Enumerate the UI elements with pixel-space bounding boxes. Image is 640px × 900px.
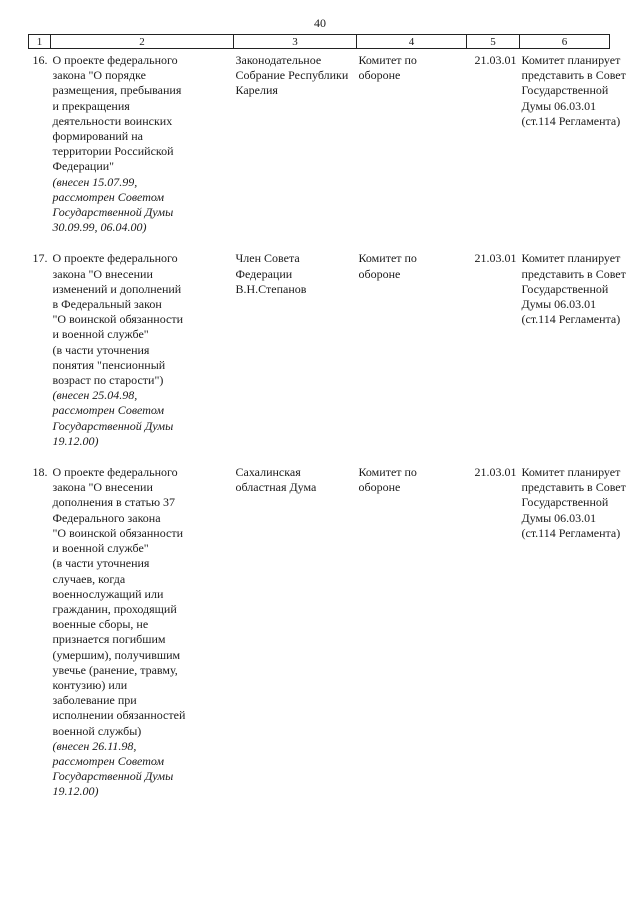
initiator-line: Федерации [235, 266, 293, 281]
initiator-line: областная Дума [235, 480, 317, 495]
bill-status-note-line: рассмотрен Советом [52, 403, 165, 418]
initiator-line: Сахалинская [235, 465, 301, 480]
bill-title-line: О проекте федерального [52, 465, 178, 480]
bill-status-note-line: (внесен 26.11.98, [52, 738, 137, 753]
plan-line: Государственной [521, 83, 609, 98]
bill-title-line: О проекте федерального [52, 53, 178, 67]
bill-status-note-line: 19.12.00) [52, 433, 99, 448]
bill-title-line: (умершим), получившим [52, 647, 181, 662]
bill-title-line: контузию) или [52, 677, 128, 692]
committee-line: обороне [358, 266, 401, 281]
bill-title-line: закона "О порядке [52, 68, 147, 83]
table-row [29, 235, 610, 449]
initiator-cell [234, 49, 357, 236]
table-header [29, 35, 610, 49]
bill-status-note-line: 30.09.99, 06.04.00) [52, 220, 147, 235]
column-header-2: 2 [51, 35, 234, 49]
initiator-line: Собрание Республики [235, 68, 349, 83]
table-body [29, 49, 626, 800]
bill-status-note-line: 19.12.00) [52, 784, 99, 799]
initiator-line: В.Н.Степанов [235, 281, 307, 296]
column-header-1: 1 [29, 35, 51, 49]
bill-title-line: (в части уточнения [52, 342, 150, 357]
bill-title-line: возраст по старости") [52, 373, 164, 388]
bill-title-line: Федерации" [52, 159, 115, 174]
plan-line: (ст.114 Регламента) [521, 525, 621, 540]
initiator-line: Законодательное [235, 53, 322, 67]
bill-title-line: военные сборы, не [52, 617, 149, 632]
committee-cell [357, 49, 467, 236]
bill-title-line: увечье (ранение, травму, [52, 662, 178, 677]
plan-line: Думы 06.03.01 [521, 297, 597, 312]
row-number: 18. [32, 465, 48, 480]
committee-cell [357, 449, 467, 799]
table-row [29, 449, 610, 799]
plan-line: Думы 06.03.01 [521, 98, 597, 113]
row-number: 16. [32, 53, 48, 67]
bill-title-cell [51, 449, 234, 799]
committee-line: Комитет по [358, 251, 417, 266]
bill-title-line: Федерального закона [52, 510, 161, 525]
committee-line: Комитет по [358, 465, 417, 480]
bill-title-line: гражданин, проходящий [52, 601, 177, 616]
bill-title-line: территории Российской [52, 144, 174, 159]
bill-status-note-line: рассмотрен Советом [52, 753, 165, 768]
plan-cell [520, 449, 626, 799]
bill-status-note-line: рассмотрен Советом [52, 189, 165, 204]
bill-title-line: и прекращения [52, 98, 130, 113]
row-number: 17. [32, 251, 48, 266]
bill-title-line: размещения, пребывания [52, 83, 182, 98]
bill-title-line: случаев, когда [52, 571, 126, 586]
plan-line: Комитет планирует [521, 251, 621, 266]
committee-line: обороне [358, 68, 401, 83]
initiator-cell [234, 449, 357, 799]
bill-status-note-line: (внесен 15.07.99, [52, 174, 138, 189]
bill-title-line: "О воинской обязанности [52, 525, 183, 540]
column-header-6: 6 [520, 35, 610, 49]
date-cell: 21.03.01 [474, 251, 517, 266]
plan-line: представить в Совет [521, 266, 626, 281]
initiator-line: Член Совета [235, 251, 300, 266]
bill-title-line: и военной службе" [52, 327, 149, 342]
bill-title-line: признается погибшим [52, 632, 166, 647]
plan-line: представить в Совет [521, 68, 626, 83]
table-row [29, 49, 610, 236]
bill-title-line: военной службы) [52, 723, 142, 738]
bill-title-line: военнослужащий или [52, 586, 164, 601]
bill-status-note-line: Государственной Думы [52, 418, 174, 433]
plan-line: Думы 06.03.01 [521, 510, 597, 525]
bill-status-note-line: (внесен 25.04.98, [52, 388, 138, 403]
bill-title-line: в Федеральный закон [52, 297, 162, 312]
bill-title-line: О проекте федерального [52, 251, 178, 266]
bill-status-note-line: Государственной Думы [52, 769, 174, 784]
bill-title-line: исполнении обязанностей [52, 708, 186, 723]
bill-title-line: формирований на [52, 129, 143, 144]
column-header-3: 3 [234, 35, 357, 49]
bill-title-line: дополнения в статью 37 [52, 495, 176, 510]
initiator-line: Карелия [235, 83, 278, 98]
bill-title-cell [51, 49, 234, 236]
bill-title-line: (в части уточнения [52, 556, 150, 571]
plan-line: представить в Совет [521, 480, 626, 495]
bill-title-line: закона "О внесении [52, 266, 153, 281]
bill-title-line: и военной службе" [52, 541, 149, 556]
bill-title-line: закона "О внесении [52, 480, 153, 495]
bill-title-line: заболевание при [52, 693, 137, 708]
plan-cell [520, 235, 626, 449]
bills-table [28, 34, 626, 800]
plan-line: (ст.114 Регламента) [521, 312, 621, 327]
plan-line: Государственной [521, 495, 609, 510]
bill-title-line: изменений и дополнений [52, 281, 182, 296]
date-cell: 21.03.01 [474, 53, 517, 67]
header-row [29, 35, 610, 49]
date-cell: 21.03.01 [474, 465, 517, 480]
initiator-cell [234, 235, 357, 449]
bill-title-line: деятельности воинских [52, 113, 173, 128]
bill-status-note-line: Государственной Думы [52, 205, 174, 220]
committee-line: обороне [358, 480, 401, 495]
plan-line: Комитет планирует [521, 53, 621, 67]
plan-line: Государственной [521, 281, 609, 296]
column-header-5: 5 [467, 35, 520, 49]
plan-line: (ст.114 Регламента) [521, 113, 621, 128]
page-number: 40 [314, 16, 326, 30]
committee-cell [357, 235, 467, 449]
bill-title-line: понятия "пенсионный [52, 357, 166, 372]
bill-title-line: "О воинской обязанности [52, 312, 183, 327]
column-header-4: 4 [357, 35, 467, 49]
bill-title-cell [51, 235, 234, 449]
plan-cell [520, 49, 626, 236]
plan-line: Комитет планирует [521, 465, 621, 480]
committee-line: Комитет по [358, 53, 417, 67]
